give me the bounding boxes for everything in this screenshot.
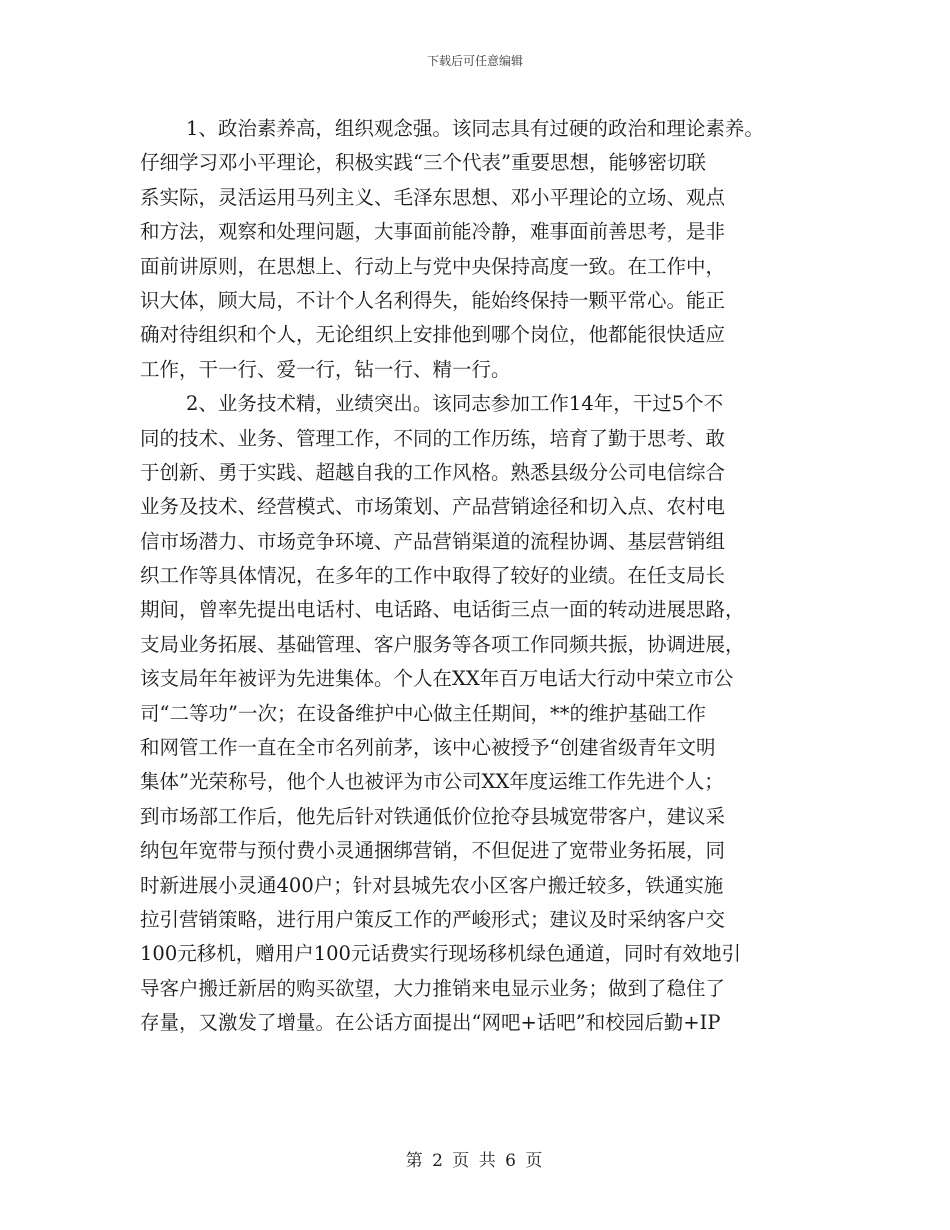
text-line: 到市场部工作后，他先后针对铁通低价位抢夺县城宽带客户，建议采 [140,804,726,828]
text-line: 仔细学习邓小平理论，积极实践“三个代表”重要思想，能够密切联 [140,151,706,175]
paragraph-1 [140,112,820,387]
text-line: 司“二等功”一次；在设备维护中心做主任期间，**的维护基础工作 [140,701,706,725]
text-line: 拉引营销策略，进行用户策反工作的严峻形式；建议及时采纳客户交 [140,907,726,931]
text-line: 业务及技术、经营模式、市场策划、产品营销途径和切入点、农村电 [140,495,726,519]
text-line: 导客户搬迁新居的购买欲望，大力推销来电显示业务；做到了稳住了 [140,976,726,1000]
text-line: 时新进展小灵通400户；针对县城先农小区客户搬迁较多，铁通实施 [140,873,724,897]
text-line: 面前讲原则，在思想上、行动上与党中央保持高度一致。在工作中， [140,254,726,278]
text-line: 集体”光荣称号，他个人也被评为市公司XX年度运维工作先进个人； [140,770,724,794]
text-line: 该支局年年被评为先进集体。个人在XX年百万电话大行动中荣立市公 [140,667,734,691]
paragraph-2 [140,387,820,1040]
text-line: 存量，又激发了增量。在公话方面提出“网吧+话吧”和校园后勤+IP [140,1011,721,1035]
text-line: 织工作等具体情况，在多年的工作中取得了较好的业绩。在任支局长 [140,564,726,588]
text-line: 支局业务拓展、基础管理、客户服务等各项工作同频共振，协调进展， [140,632,745,656]
text-line: 100元移机，赠用户100元话费实行现场移机绿色通道，同时有效地引 [140,942,741,966]
text-line: 工作，干一行、爱一行，钻一行、精一行。 [140,357,511,381]
text-line: 识大体，顾大局，不计个人名利得失，能始终保持一颗平常心。能正 [140,288,726,312]
page-header: 下载后可任意编辑 [426,54,523,68]
text-line: 2、业务技术精，业绩突出。该同志参加工作14年，干过5个不 [186,392,724,416]
page-number-footer: 第 2 页 共 6 页 [405,1151,545,1171]
text-line: 1、政治素养高，组织观念强。该同志具有过硬的政治和理论素养。 [186,117,764,140]
text-line: 和网管工作一直在全市名列前茅，该中心被授予“创建省级青年文明 [140,736,716,760]
text-line: 和方法，观察和处理问题，大事面前能冷静，难事面前善思考，是非 [140,220,726,244]
text-line: 信市场潜力、市场竞争环境、产品营销渠道的流程协调、基层营销组 [140,529,726,553]
text-line: 期间，曾率先提出电话村、电话路、电话街三点一面的转动进展思路， [140,598,745,622]
text-line: 确对待组织和个人，无论组织上安排他到哪个岗位，他都能很快适应 [140,323,726,347]
text-line: 于创新、勇于实践、超越自我的工作风格。熟悉县级分公司电信综合 [140,460,726,484]
document-body [140,112,820,1041]
text-line: 同的技术、业务、管理工作，不同的工作历练，培育了勤于思考、敢 [140,426,726,450]
text-line: 纳包年宽带与预付费小灵通捆绑营销，不但促进了宽带业务拓展，同 [140,839,726,863]
text-line: 系实际，灵活运用马列主义、毛泽东思想、邓小平理论的立场、观点 [140,185,726,209]
